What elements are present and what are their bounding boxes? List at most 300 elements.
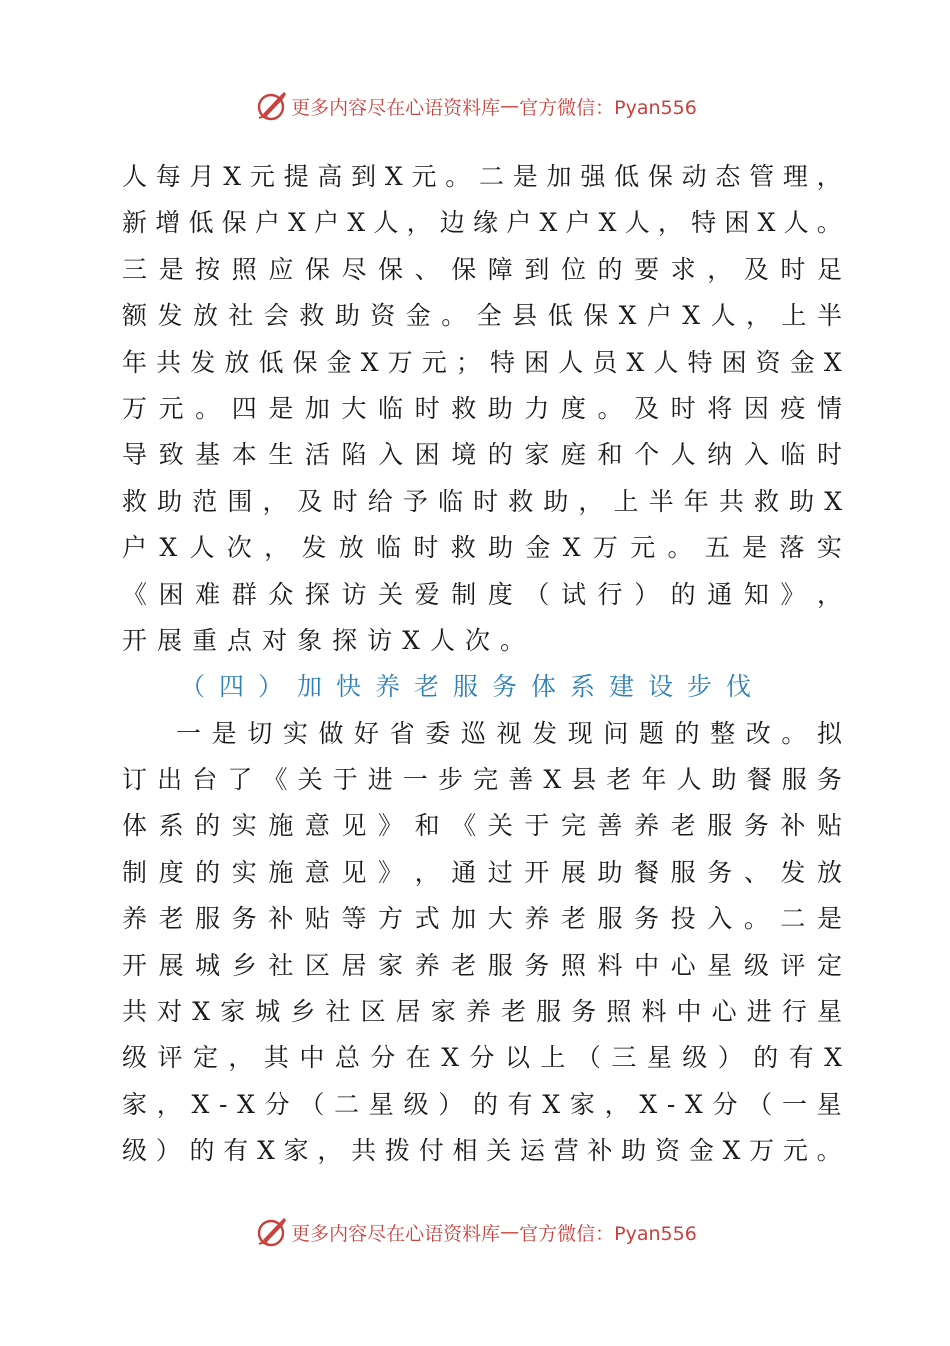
body-char: 人 [710,301,736,331]
body-char: 进 [367,765,393,795]
body-char: 要 [634,254,660,284]
body-char: 家 [378,950,404,980]
body-char: X [823,347,842,377]
body-char: 时 [413,533,439,563]
body-char: 大 [341,393,367,423]
body-char: 到 [524,254,550,284]
body-char: 众 [268,579,294,609]
body-char: 意 [304,811,330,841]
body-char: ， [264,533,290,563]
body-char: 开 [524,857,550,887]
body-char: 过 [487,857,513,887]
body-char: 养 [465,997,491,1027]
body-char: 家 [524,440,550,470]
body2-line-6 [122,943,842,989]
body-char: 人 [676,765,702,795]
body-char: 人 [624,208,650,238]
body-char: 分 [712,1089,738,1119]
body-char: ， [262,486,288,516]
body-char: 低 [547,301,573,331]
body-char: 保 [378,254,404,284]
body-char: 强 [580,162,606,191]
body-char: ， [707,254,733,284]
body-char: 级 [682,1043,708,1073]
body-char: 时 [780,254,806,284]
body-char: X [562,533,581,563]
body-char: X [360,347,379,377]
body-char: ） [634,579,660,609]
body-line-8 [122,479,842,525]
body-char: X [685,1089,703,1119]
body-line-4 [122,293,842,339]
body-char: X [288,208,306,238]
body-char: 关 [297,765,323,795]
body-char: 体 [122,811,148,841]
body-char: 发 [301,533,327,563]
body-char: 保 [304,254,330,284]
body-char: 社 [228,301,254,331]
body-char: 务 [524,950,550,980]
body2-line-5 [122,896,842,942]
body-char: 到 [351,162,377,191]
body-char: 发 [190,347,216,377]
body-char: 困 [524,347,550,377]
body-char: 求 [670,254,696,284]
body-char: 定 [816,950,842,980]
body-char: 增 [155,208,181,238]
body-char: X [824,1043,842,1073]
body2-line-8 [122,1035,842,1081]
body-char: 年 [683,486,709,516]
body-char: 方 [378,904,404,934]
body-char: 时 [816,440,842,470]
body-char: 爱 [414,579,440,609]
body-char: 做 [318,718,344,748]
body-char: 人 [189,533,215,563]
body-char: 资 [655,1136,681,1166]
body-char: 的 [674,718,700,748]
body-char: 服 [487,950,513,980]
body-char: 的 [189,1136,215,1166]
body-char: 疫 [780,393,806,423]
body-char: 老 [451,950,477,980]
body-char: X [257,1136,275,1166]
body-char: X [618,301,637,331]
body-char: 共 [156,347,182,377]
body-char: 时 [473,486,499,516]
body-char: 意 [304,857,330,887]
body-char: 万 [592,533,618,563]
body-char: 低 [614,162,640,191]
body-char: 三 [122,254,148,284]
body-char: 难 [195,579,221,609]
body-char: 行 [781,997,807,1027]
body-char: 问 [603,718,629,748]
body-char: ， [228,1043,254,1073]
body-char: 是 [512,162,538,191]
body-char: 分 [370,1043,396,1073]
body-char: X [542,1089,561,1119]
body-char: 题 [638,718,664,748]
body-char: 的 [597,254,623,284]
body-char: 完 [473,765,499,795]
body-char: 临 [780,440,806,470]
body-char: 是 [158,254,184,284]
body-char: ， [406,208,432,238]
body-char: 。 [816,208,842,238]
body-char: ） [717,1043,743,1073]
body2-line-9 [122,1082,842,1128]
body-char: 新 [122,208,148,238]
section-heading: （四）加快养老服务体系建设步伐 [180,672,766,702]
body-char: 营 [553,1136,579,1166]
body-char: 料 [641,997,667,1027]
body-char: ； [455,347,481,377]
body-char: 助 [789,486,815,516]
body-char: 救 [122,486,148,516]
body-char: 通 [707,579,733,609]
body-char: 区 [360,997,386,1027]
body-char: 县 [571,765,597,795]
body-char: 整 [710,718,736,748]
body-char: 导 [122,440,148,470]
body-char: 助 [543,486,569,516]
body-line-5 [122,340,842,386]
body-char: 务 [707,857,733,887]
body-char: - [218,1089,228,1119]
body-char: 纳 [707,440,733,470]
body-char: 务 [231,904,257,934]
body-char: 省 [389,718,415,748]
body-char: 施 [268,811,294,841]
body-char: 是 [268,393,294,423]
body-char: 入 [743,440,769,470]
body-char: 对 [262,625,298,655]
body-char: 金 [405,301,431,331]
body-char: 。 [445,162,471,191]
body-char: 元 [158,393,184,423]
body-char: 贴 [304,904,330,934]
body-char: X [598,208,617,238]
body-char: 助 [621,1136,647,1166]
body-char: 助 [488,533,514,563]
body-char: 养 [414,950,440,980]
body-char: 。 [597,393,623,423]
body-char: X [626,347,645,377]
body-char: 其 [263,1043,289,1073]
body-char: 放 [192,301,218,331]
body-char: 给 [367,486,393,516]
body-char: 人 [373,208,399,238]
body-char: 二 [334,1089,360,1119]
body-char: 实 [282,718,308,748]
body-char: 评 [157,1043,183,1073]
body-char: 万 [749,1136,775,1166]
body-char: 服 [536,997,562,1027]
body-char: （ [747,1089,773,1119]
header-banner-inner [253,88,697,124]
body-char: 一 [176,718,202,748]
body-char: 低 [258,347,284,377]
body-char: 共 [122,997,148,1027]
body-char: 特 [687,347,713,377]
body-char: 半 [816,301,842,331]
body-char: 乡 [231,950,257,980]
body-char: 应 [268,254,294,284]
body-char: 中 [634,950,660,980]
body-char: 服 [670,857,696,887]
body-char: 资 [755,347,781,377]
body-char: 是 [211,718,237,748]
body-char: 料 [597,950,623,980]
body-char: 级 [122,1043,148,1073]
body-char: 老 [501,997,527,1027]
body-line-3 [122,247,842,293]
body-char: 订 [122,765,148,795]
body2-line-3 [122,803,842,849]
body-char: X [824,486,842,516]
body-char: 入 [378,440,404,470]
body-char: 现 [567,718,593,748]
body-char: 临 [437,486,463,516]
body-char: 分 [469,1043,495,1073]
body-char: 高 [317,162,343,191]
body-char: 的 [195,811,221,841]
body-char: 人 [783,208,809,238]
body-char: 拨 [384,1136,410,1166]
body-char: 因 [743,393,769,423]
body-char: 人 [122,162,148,191]
body-char: 理 [782,162,808,191]
body-char: 是 [816,904,842,934]
body-char: 家 [430,997,456,1027]
body-char: 贴 [816,811,842,841]
body-char: 补 [587,1136,613,1166]
body-char: 养 [634,811,660,841]
body-char: 将 [707,393,733,423]
body-char: 展 [560,857,586,887]
body-char: 人 [429,625,465,655]
body-line-11 [122,618,842,664]
body-char: 共 [351,1136,377,1166]
body-char: 补 [780,811,806,841]
body-char: 元 [630,533,656,563]
body-char: 切 [247,718,273,748]
body-char: X [757,208,776,238]
body-char: X [347,208,366,238]
body-char: 相 [452,1136,478,1166]
body-char: 于 [524,811,550,841]
body-char: 步 [437,765,463,795]
body-char: 户 [122,533,148,563]
body-char: 户 [254,208,280,238]
body-char: 特 [490,347,516,377]
body-char: 见 [341,811,367,841]
body-char: 》 [378,811,404,841]
body-char: 保 [451,254,477,284]
body-char: 救 [450,533,476,563]
body-char: 境 [451,440,477,470]
body-char: 式 [414,904,440,934]
body-char: 额 [122,301,148,331]
body-char: 行 [597,579,623,609]
body-char: 低 [188,208,214,238]
body-char: 户 [565,208,591,238]
body-char: 关 [378,579,404,609]
body-char: 金 [789,347,815,377]
body2-line-10 [122,1128,842,1174]
body-char: 。 [441,301,467,331]
body-char: 关 [486,1136,512,1166]
body-char: 的 [753,1043,779,1073]
body-char: X [237,1089,255,1119]
body-char: 助 [157,486,183,516]
body-char: 放 [338,533,364,563]
body-char: 金 [326,347,352,377]
header-banner-wechat: 官方微信：Pyan556 [519,96,697,119]
body-char: 困 [721,347,747,377]
body-char: X [722,1136,741,1166]
body-char: 社 [268,950,294,980]
body-char: 、 [414,254,440,284]
body-char: 困 [414,440,440,470]
body-char: 老 [606,765,632,795]
body-char: ） [438,1089,464,1119]
body-char: 施 [268,857,294,887]
body-char: 上 [781,301,807,331]
body-char: 元 [421,347,447,377]
body-char: 务 [816,765,842,795]
body-char: 户 [646,301,672,331]
body-char: 居 [341,950,367,980]
body-char: X [639,1089,658,1119]
body-char: 养 [122,904,148,934]
body-char: 时 [670,393,696,423]
body-char: 制 [451,579,477,609]
body-char: 服 [195,904,221,934]
body-char: 城 [255,997,281,1027]
body-char: 元 [249,162,275,191]
body-char: 见 [341,857,367,887]
body-char: （ [524,579,550,609]
body-char: 围 [227,486,253,516]
body-char: 等 [341,904,367,934]
body-char: 级 [743,950,769,980]
body-char: 元 [782,1136,808,1166]
body-char: 资 [370,301,396,331]
body-char: X [223,162,242,191]
body-char: ， [414,857,440,887]
body-char: 实 [816,533,842,563]
footer-banner-inner [253,1214,697,1250]
body-char: 《 [262,765,288,795]
body-char: 是 [742,533,768,563]
body2-line-7 [122,989,842,1035]
body-char: 保 [221,208,247,238]
body-char: ， [816,579,842,609]
body-char: 群 [231,579,257,609]
body-char: 级 [122,1136,148,1166]
body-char: 好 [354,718,380,748]
body-char: 务 [634,904,660,934]
body-char: 照 [231,254,257,284]
body-char: 的 [195,857,221,887]
body-char: 改 [745,718,771,748]
body-char: 生 [268,440,294,470]
body-char: 范 [192,486,218,516]
body-char: 时 [414,393,440,423]
body-char: 。 [667,533,693,563]
body-char: 保 [292,347,318,377]
body-char: 系 [158,811,184,841]
body-char: 上 [613,486,639,516]
body-char: X [402,625,430,655]
body-char: 餐 [634,857,660,887]
body-char: X [191,1089,210,1119]
body-char: 人 [670,440,696,470]
body-char: 次 [226,533,252,563]
body-char: 放 [816,857,842,887]
header-banner [0,86,950,126]
body-char: 试 [560,579,586,609]
body-char: 基 [195,440,221,470]
body-char: 总 [334,1043,360,1073]
body-char: 善 [597,811,623,841]
body-char: 展 [158,950,184,980]
body-char: 救 [299,301,325,331]
body-char: 星 [368,1089,394,1119]
body-char: 探 [332,625,368,655]
body-char: 每 [155,162,181,191]
body-char: ， [156,1089,182,1119]
body-char: 有 [788,1043,814,1073]
body-char: 加 [304,393,330,423]
body-char: 按 [195,254,221,284]
footer-banner-separator: — [500,1221,520,1243]
body-char: 家 [569,1089,595,1119]
body-char: 态 [715,162,741,191]
body-char: 发 [532,718,558,748]
body-char: 服 [707,811,733,841]
document-body [122,154,842,1175]
body-char: 出 [157,765,183,795]
body-char: 于 [332,765,358,795]
body-char: 老 [670,811,696,841]
body-char: 度 [560,393,586,423]
body-char: 管 [749,162,775,191]
body-char: 困 [724,208,750,238]
body-char: 在 [405,1043,431,1073]
body-char: 特 [691,208,717,238]
body-char: 万 [122,393,148,423]
body-char: 巡 [460,718,486,748]
body-char: 及 [634,393,660,423]
body-char: 庭 [560,440,586,470]
body-char: 度 [158,857,184,887]
body-char: ， [816,162,842,191]
body-char: 家 [220,997,246,1027]
body-line-6 [122,386,842,432]
body-char: 个 [634,440,660,470]
body-char: 》 [780,579,806,609]
body-char: 开 [122,950,148,980]
body-char: 度 [487,579,513,609]
body-char: 重 [192,625,228,655]
body-char: 次 [464,625,500,655]
body-char: 视 [496,718,522,748]
body-char: 务 [571,997,597,1027]
body2-line-2 [122,757,842,803]
